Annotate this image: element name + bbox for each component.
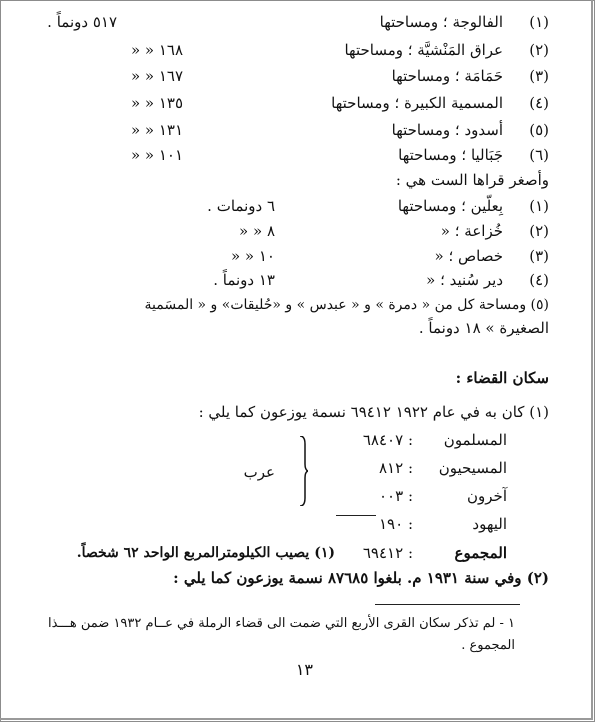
census-row-jews-label: اليهود [472,515,507,533]
census-row-christians-label: المسيحيون [438,459,507,477]
footnote-line-2: المجموع . [461,638,515,653]
small-village-row-2-area: ٨ « « [239,222,275,240]
village-row-5-name: أسدود ؛ ومساحتها [391,121,503,139]
village-row-2-name: عراق المَنْشيَّة ؛ ومساحتها [344,41,503,59]
sum-rule [336,515,376,516]
group-label-arabs: عرب [243,463,275,481]
village-row-3-name: حَمَامَة ؛ ومساحتها [391,67,503,85]
small-village-row-2-number: (٢) [529,222,549,240]
group-brace [298,436,308,506]
census-row-others-label: آخرون [467,487,507,505]
small-village-row-4-area: ١٣ دونماً . [213,271,275,289]
footnote-rule [375,604,520,605]
census-row-others-value: : ٠٠٣ [379,487,413,505]
census-total-value: : ٦٩٤١٢ [362,544,413,562]
small-village-row-1-area: ٦ دونمات . [207,197,275,215]
village-row-6-area: ١٠١ « « [130,146,183,164]
page-number: ١٣ [295,660,313,679]
village-row-6-name: جَبَاليا ؛ ومساحتها [398,146,503,164]
item-5-line-1: (٥) ومساحة كل من « دمرة » و « عبدس » و «حُليقات» و « المسَمية [144,297,549,313]
small-village-row-1-name: بِعلّين ؛ ومساحتها [397,197,503,215]
village-row-1-area: ٥١٧ دونماً . [47,13,117,31]
village-row-2-number: (٢) [529,41,549,59]
village-row-1-number: (١) [529,13,549,31]
census-row-muslims-label: المسلمون [443,431,507,449]
village-row-4-name: المسمية الكبيرة ؛ ومساحتها [331,94,503,112]
village-row-6-number: (٦) [529,146,549,164]
small-village-row-3-name: خصاص ؛ « [434,247,503,265]
section-title: سكان القضاء : [455,369,549,387]
small-village-row-4-name: دير سُنيد ؛ « [426,271,503,289]
census-row-jews-value: : ١٩٠ [379,515,413,533]
village-row-2-area: ١٦٨ « « [130,41,183,59]
small-village-row-4-number: (٤) [529,271,549,289]
village-row-4-area: ١٣٥ « « [130,94,183,112]
village-row-5-area: ١٣١ « « [130,121,183,139]
census-1922-intro: (١) كان به في عام ١٩٢٢ ٦٩٤١٢ نسمة يوزعون كما يلي : [198,403,549,421]
small-village-row-3-area: ١٠ « « [230,247,275,265]
village-row-3-area: ١٦٧ « « [130,67,183,85]
village-row-3-number: (٣) [529,67,549,85]
small-village-row-1-number: (١) [529,197,549,215]
census-row-muslims-value: : ٦٨٤٠٧ [362,431,413,449]
item-5-line-2: الصغيرة » ١٨ دونماً . [418,319,549,337]
village-row-5-number: (٥) [529,121,549,139]
village-row-4-number: (٤) [529,94,549,112]
smallest-villages-heading: وأصغر قراها الست هي : [395,171,549,189]
small-village-row-2-name: خُزاعة ؛ « [440,222,503,240]
census-1931-line: (٢) وفي سنة ١٩٣١ م. بلغوا ٨٧٦٨٥ نسمة يوزعون كما يلي : [173,569,549,587]
census-total-label: المجموع [454,544,507,562]
footnote-line-1: ١ - لم تذكر سكان القرى الأربع التي ضمت الى قضاء الرملة في عــام ١٩٣٢ ضمن هـــذا [48,616,515,631]
census-total-note: (١) يصيب الكيلومترالمربع الواحد ٦٢ شخصاً. [76,545,335,561]
small-village-row-3-number: (٣) [529,247,549,265]
census-row-christians-value: : ٨١٢ [379,459,413,477]
village-row-1-name: الفالوجة ؛ ومساحتها [379,13,503,31]
